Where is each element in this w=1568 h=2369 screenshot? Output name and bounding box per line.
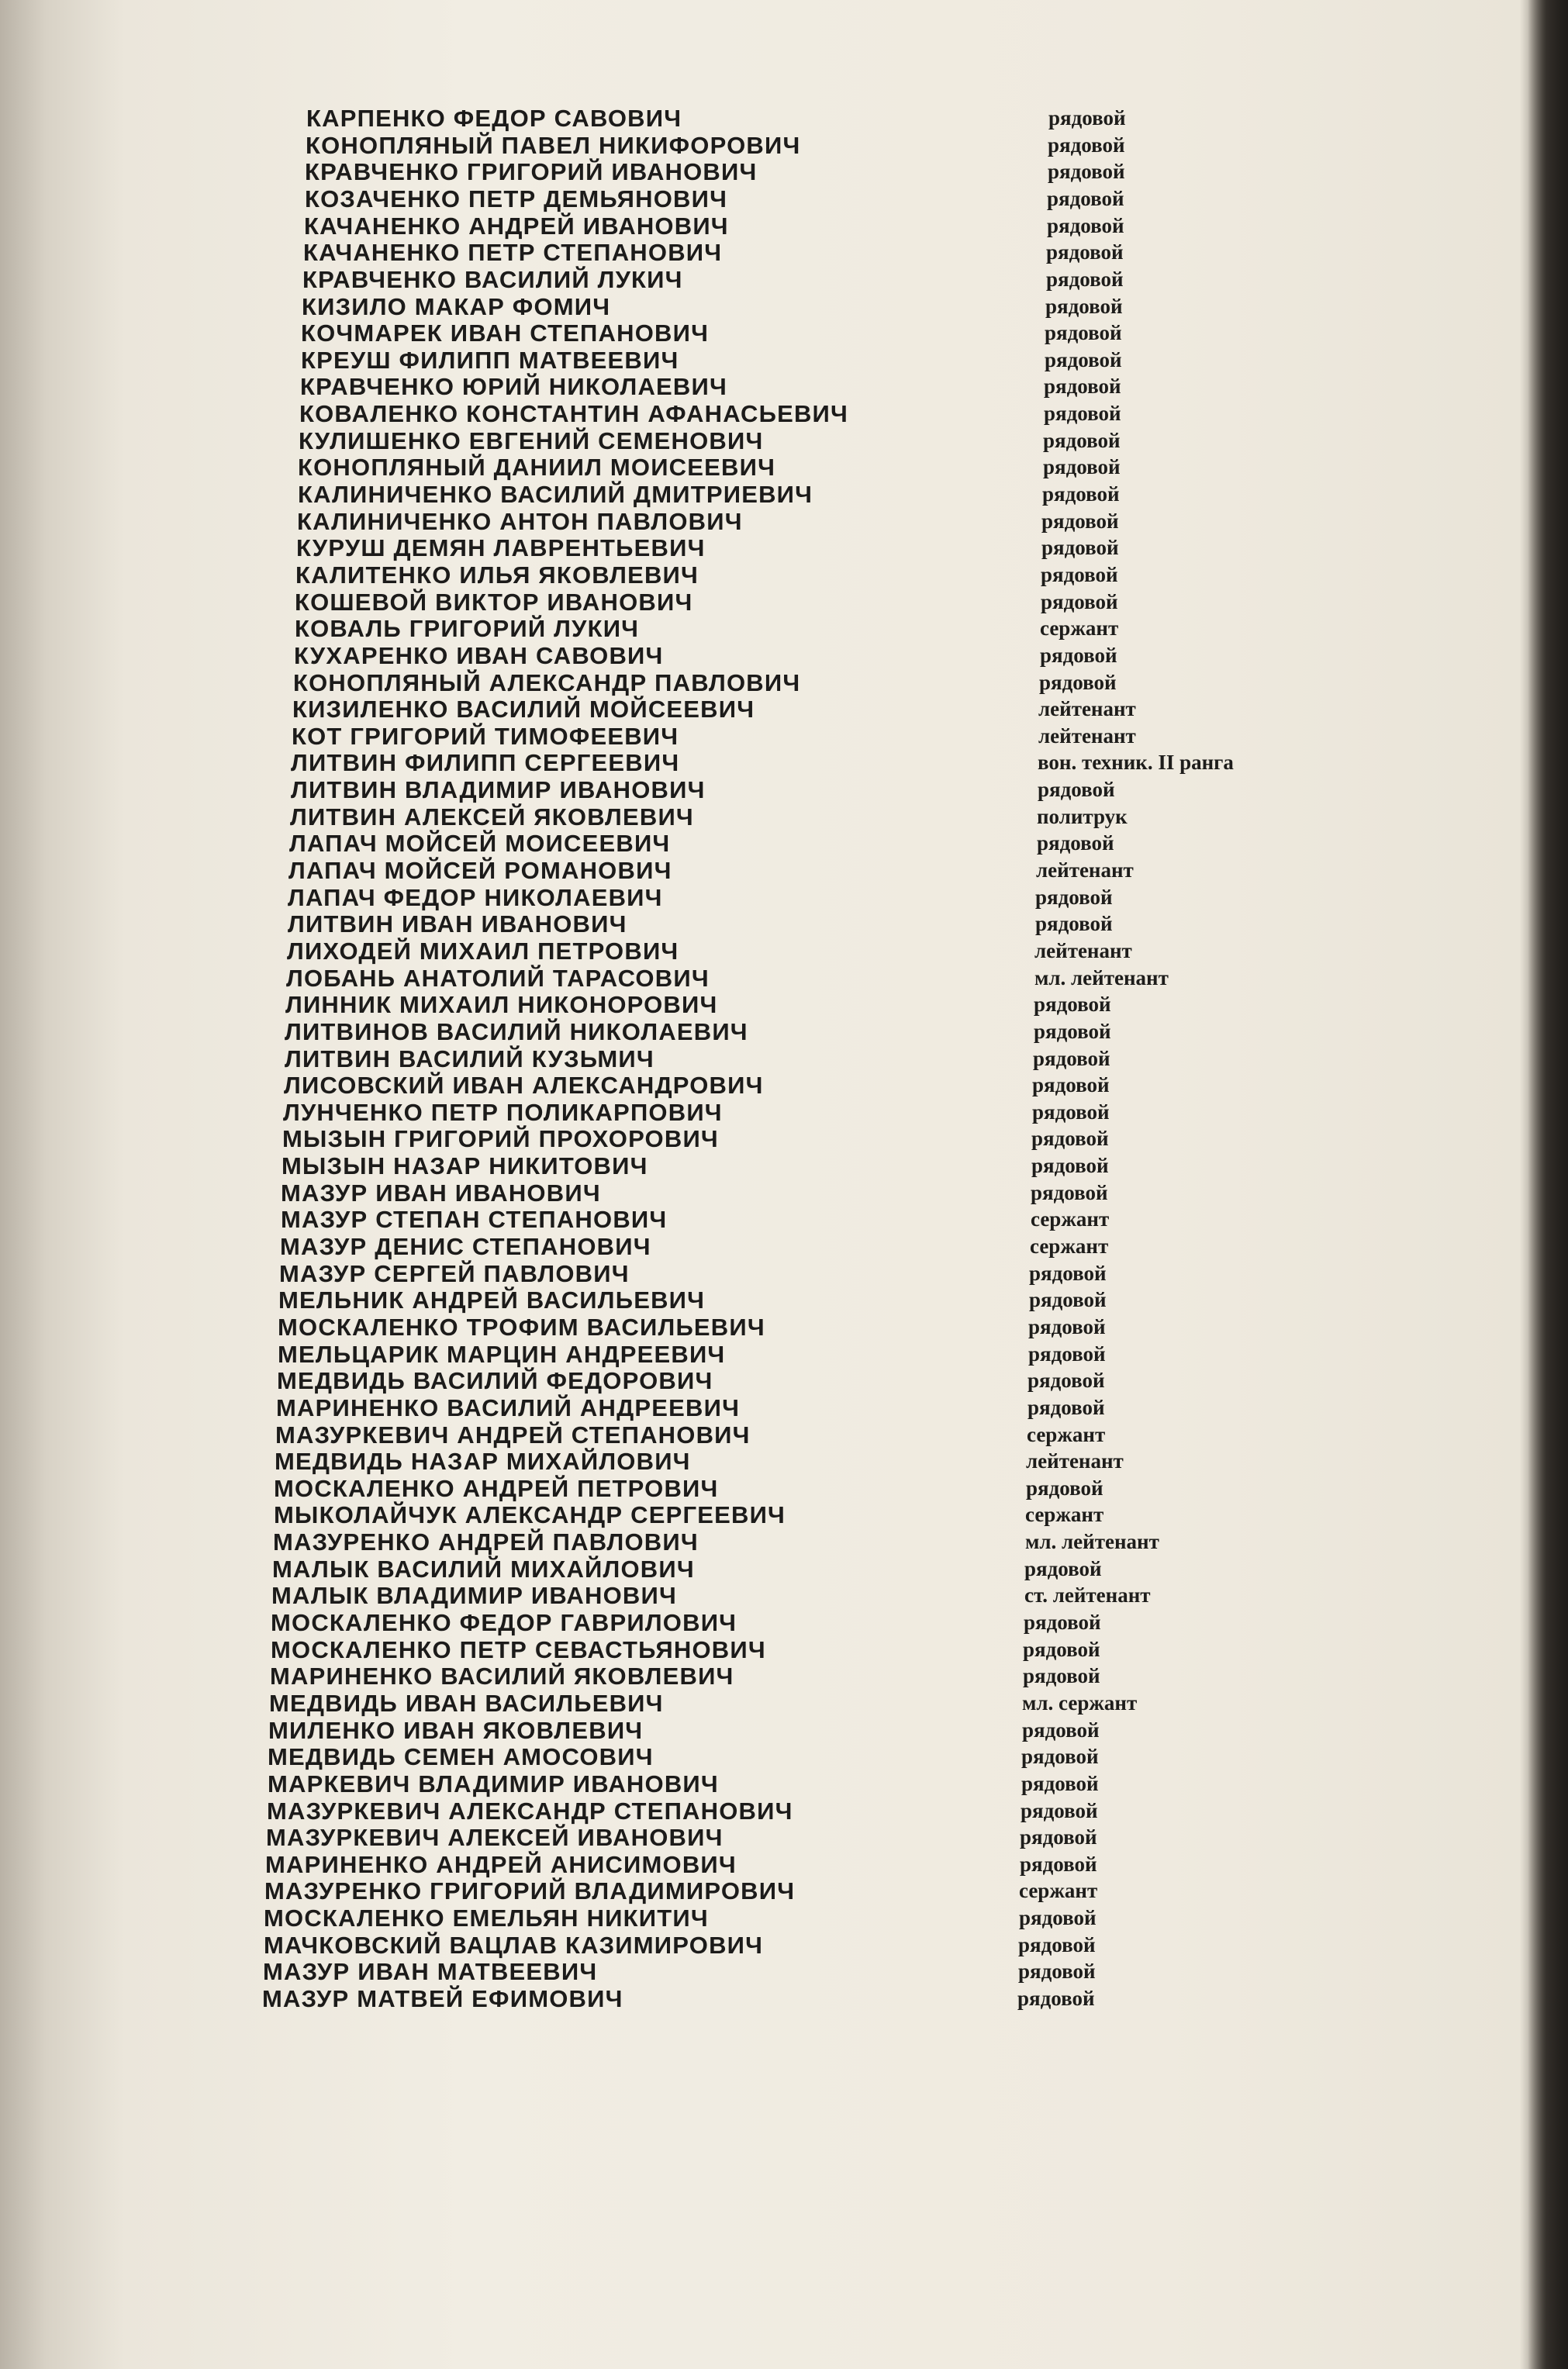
person-name: МАЗУР СЕРГЕЙ ПАВЛОВИЧ xyxy=(279,1260,630,1287)
person-name: МОСКАЛЕНКО ЕМЕЛЬЯН НИКИТИЧ xyxy=(264,1905,709,1932)
person-rank: рядовой xyxy=(1020,1853,1097,1876)
person-name: МОСКАЛЕНКО ПЕТР СЕВАСТЬЯНОВИЧ xyxy=(271,1636,766,1663)
person-name: ЛИТВИН АЛЕКСЕЙ ЯКОВЛЕВИЧ xyxy=(290,803,694,831)
person-rank: рядовой xyxy=(1048,133,1125,157)
person-rank: лейтенант xyxy=(1034,939,1132,962)
person-name: КАЛИНИЧЕНКО ВАСИЛИЙ ДМИТРИЕВИЧ xyxy=(298,481,813,508)
list-item xyxy=(0,642,1163,668)
list-item xyxy=(0,965,1169,992)
list-item xyxy=(0,1556,1163,1582)
list-item xyxy=(0,1797,1163,1824)
person-rank: рядовой xyxy=(1026,1476,1103,1500)
person-rank: рядовой xyxy=(1047,214,1124,237)
person-rank: рядовой xyxy=(1023,1664,1100,1687)
list-item xyxy=(0,1341,1163,1367)
person-rank: рядовой xyxy=(1021,1745,1099,1768)
list-item xyxy=(0,669,1163,696)
person-rank: рядовой xyxy=(1024,1611,1101,1634)
list-item xyxy=(0,1824,1163,1850)
person-rank: рядовой xyxy=(1045,321,1122,344)
list-item xyxy=(0,293,1163,319)
list-item xyxy=(0,857,1163,883)
person-name: МАЗУРКЕВИЧ АНДРЕЙ СТЕПАНОВИЧ xyxy=(275,1421,751,1449)
person-name: МИЛЕНКО ИВАН ЯКОВЛЕВИЧ xyxy=(268,1717,644,1744)
person-name: ЛОБАНЬ АНАТОЛИЙ ТАРАСОВИЧ xyxy=(286,965,710,992)
person-name: КРАВЧЕНКО ЮРИЙ НИКОЛАЕВИЧ xyxy=(300,373,727,400)
person-rank: рядовой xyxy=(1019,1906,1097,1929)
person-name: ЛИТВИН ВАСИЛИЙ КУЗЬМИЧ xyxy=(285,1045,654,1072)
person-rank: рядовой xyxy=(1022,1718,1100,1742)
person-rank: рядовой xyxy=(1044,402,1121,425)
person-name: КАЧАНЕНКО ПЕТР СТЕПАНОВИЧ xyxy=(303,239,723,266)
list-item xyxy=(0,319,1163,346)
list-item xyxy=(0,373,1163,399)
person-name: КАРПЕНКО ФЕДОР САВОВИЧ xyxy=(306,105,682,132)
list-item xyxy=(0,1286,1163,1313)
list-item xyxy=(0,910,1163,937)
person-rank: лейтенант xyxy=(1036,858,1134,882)
person-name: КАЛИТЕНКО ИЛЬЯ ЯКОВЛЕВИЧ xyxy=(295,561,699,589)
person-name: МЫЗЫН ГРИГОРИЙ ПРОХОРОВИЧ xyxy=(282,1125,719,1152)
person-name: МАЛЫК ВАСИЛИЙ МИХАЙЛОВИЧ xyxy=(272,1556,695,1583)
person-rank: рядовой xyxy=(1027,1369,1105,1392)
list-item xyxy=(0,1099,1163,1125)
person-name: МАЗУР ДЕНИС СТЕПАНОВИЧ xyxy=(280,1233,651,1260)
list-item xyxy=(0,132,1163,158)
person-rank: рядовой xyxy=(1023,1638,1100,1661)
person-rank: рядовой xyxy=(1031,1127,1109,1150)
list-item xyxy=(0,723,1163,749)
person-rank: рядовой xyxy=(1041,563,1118,586)
person-rank: рядовой xyxy=(1024,1557,1102,1580)
person-name: МАЗУР ИВАН ИВАНОВИЧ xyxy=(281,1179,601,1207)
person-rank: политрук xyxy=(1037,805,1128,828)
person-name: КИЗИЛЕНКО ВАСИЛИЙ МОЙСЕЕВИЧ xyxy=(292,696,755,723)
person-rank: рядовой xyxy=(1040,644,1117,667)
list-item xyxy=(0,991,1163,1017)
list-item xyxy=(0,1717,1163,1743)
person-name: МАЗУРЕНКО АНДРЕЙ ПАВЛОВИЧ xyxy=(273,1528,699,1556)
person-name: ЛАПАЧ МОЙСЕЙ РОМАНОВИЧ xyxy=(288,857,672,884)
list-item xyxy=(0,776,1163,803)
person-name: КОНОПЛЯНЫЙ ДАНИИЛ МОИСЕЕВИЧ xyxy=(298,454,776,481)
list-item xyxy=(0,454,1163,480)
list-item xyxy=(0,1260,1163,1286)
person-rank: рядовой xyxy=(1039,671,1117,694)
list-item xyxy=(0,427,1163,454)
person-rank: рядовой xyxy=(1048,106,1126,130)
person-name: КОВАЛЬ ГРИГОРИЙ ЛУКИЧ xyxy=(295,615,640,642)
person-name: ЛИСОВСКИЙ ИВАН АЛЕКСАНДРОВИЧ xyxy=(284,1072,764,1099)
list-item xyxy=(0,1233,1163,1259)
person-name: ЛИТВИНОВ ВАСИЛИЙ НИКОЛАЕВИЧ xyxy=(285,1018,748,1045)
person-rank: рядовой xyxy=(1033,1047,1110,1070)
person-rank: рядовой xyxy=(1038,778,1115,801)
person-name: КУРУШ ДЕМЯН ЛАВРЕНТЬЕВИЧ xyxy=(296,534,706,561)
person-rank: ст. лейтенант xyxy=(1024,1583,1151,1607)
person-name: МЕДВИДЬ ИВАН ВАСИЛЬЕВИЧ xyxy=(269,1690,664,1717)
person-rank: мл. сержант xyxy=(1022,1691,1138,1715)
person-name: КУЛИШЕНКО ЕВГЕНИЙ СЕМЕНОВИЧ xyxy=(299,427,764,454)
book-gutter xyxy=(1528,0,1568,2369)
person-rank: рядовой xyxy=(1027,1396,1105,1419)
list-item xyxy=(0,830,1163,856)
person-rank: рядовой xyxy=(1044,375,1121,398)
list-item xyxy=(0,1421,1163,1448)
person-name: МЫКОЛАЙЧУК АЛЕКСАНДР СЕРГЕЕВИЧ xyxy=(274,1501,786,1528)
person-name: МАЗУР ИВАН МАТВЕЕВИЧ xyxy=(263,1958,598,1985)
list-item xyxy=(0,1314,1163,1340)
person-rank: сержант xyxy=(1027,1423,1106,1446)
list-item xyxy=(0,1770,1163,1797)
list-item xyxy=(0,589,1163,615)
person-rank: рядовой xyxy=(1018,1960,1096,1983)
person-rank: рядовой xyxy=(1046,268,1124,291)
person-name: КИЗИЛО МАКАР ФОМИЧ xyxy=(302,293,611,320)
person-name: ЛИННИК МИХАИЛ НИКОНОРОВИЧ xyxy=(285,991,718,1018)
list-item xyxy=(0,1045,1163,1072)
person-rank: рядовой xyxy=(1047,187,1124,210)
list-item xyxy=(0,105,1163,131)
list-item xyxy=(0,481,1163,507)
list-item xyxy=(0,1877,1163,1904)
person-rank: рядовой xyxy=(1029,1288,1107,1311)
person-name: КРАВЧЕНКО ГРИГОРИЙ ИВАНОВИЧ xyxy=(305,158,758,185)
list-item xyxy=(0,1125,1163,1152)
list-item xyxy=(0,1394,1163,1421)
list-item xyxy=(0,400,1163,426)
person-name: МАЗУРКЕВИЧ АЛЕКСЕЙ ИВАНОВИЧ xyxy=(266,1824,724,1851)
person-name: МОСКАЛЕНКО ТРОФИМ ВАСИЛЬЕВИЧ xyxy=(278,1314,765,1341)
person-name: КОЗАЧЕНКО ПЕТР ДЕМЬЯНОВИЧ xyxy=(305,185,728,212)
person-name: МАЗУРЕНКО ГРИГОРИЙ ВЛАДИМИРОВИЧ xyxy=(264,1877,796,1905)
list-item xyxy=(0,884,1163,910)
list-item xyxy=(0,1367,1163,1393)
person-rank: рядовой xyxy=(1020,1825,1097,1849)
person-rank: рядовой xyxy=(1021,1799,1098,1822)
person-rank: вон. техник. II ранга xyxy=(1038,751,1234,774)
list-item xyxy=(0,803,1163,830)
person-rank: лейтенант xyxy=(1026,1449,1124,1473)
person-rank: рядовой xyxy=(1018,1933,1096,1956)
list-item xyxy=(0,1905,1163,1931)
person-rank: сержант xyxy=(1030,1235,1109,1258)
list-item xyxy=(0,1985,1163,2012)
list-item xyxy=(0,1448,1163,1474)
list-item xyxy=(0,938,1163,964)
person-name: КОНОПЛЯНЫЙ ПАВЕЛ НИКИФОРОВИЧ xyxy=(306,132,801,159)
person-name: МАРИНЕНКО АНДРЕЙ АНИСИМОВИЧ xyxy=(265,1851,737,1878)
list-item xyxy=(0,239,1163,265)
person-rank: рядовой xyxy=(1029,1262,1107,1285)
person-rank: мл. лейтенант xyxy=(1034,966,1169,989)
person-name: МЕЛЬНИК АНДРЕЙ ВАСИЛЬЕВИЧ xyxy=(278,1286,706,1314)
person-rank: сержант xyxy=(1019,1879,1098,1902)
list-item xyxy=(0,749,1234,776)
list-item xyxy=(0,266,1163,292)
person-rank: рядовой xyxy=(1021,1772,1099,1795)
person-name: МОСКАЛЕНКО ФЕДОР ГАВРИЛОВИЧ xyxy=(271,1609,737,1636)
person-name: МАРИНЕНКО ВАСИЛИЙ ЯКОВЛЕВИЧ xyxy=(270,1663,734,1690)
list-item xyxy=(0,615,1163,641)
person-rank: рядовой xyxy=(1034,993,1111,1016)
person-rank: рядовой xyxy=(1043,455,1121,478)
person-rank: рядовой xyxy=(1041,536,1119,559)
person-name: КАЛИНИЧЕНКО АНТОН ПАВЛОВИЧ xyxy=(297,508,743,535)
person-name: ЛАПАЧ ФЕДОР НИКОЛАЕВИЧ xyxy=(288,884,663,911)
list-item xyxy=(0,508,1163,534)
person-rank: рядовой xyxy=(1042,482,1120,506)
person-name: КАЧАНЕНКО АНДРЕЙ ИВАНОВИЧ xyxy=(304,212,729,240)
list-item xyxy=(0,1663,1163,1689)
person-rank: рядовой xyxy=(1032,1100,1110,1124)
person-name: МАЛЫК ВЛАДИМИР ИВАНОВИЧ xyxy=(271,1582,677,1609)
person-name: МАЗУР СТЕПАН СТЕПАНОВИЧ xyxy=(281,1206,668,1233)
person-rank: рядовой xyxy=(1046,240,1124,264)
person-rank: рядовой xyxy=(1031,1154,1109,1177)
person-rank: лейтенант xyxy=(1038,724,1136,748)
list-item xyxy=(0,1018,1163,1045)
person-rank: сержант xyxy=(1025,1503,1104,1526)
person-name: МЕДВИДЬ ВАСИЛИЙ ФЕДОРОВИЧ xyxy=(277,1367,713,1394)
person-rank: рядовой xyxy=(1031,1181,1108,1204)
list-item xyxy=(0,1528,1163,1555)
person-rank: рядовой xyxy=(1045,348,1122,371)
person-name: КОВАЛЕНКО КОНСТАНТИН АФАНАСЬЕВИЧ xyxy=(299,400,849,427)
person-name: ЛУНЧЕНКО ПЕТР ПОЛИКАРПОВИЧ xyxy=(283,1099,723,1126)
person-name: МАРИНЕНКО ВАСИЛИЙ АНДРЕЕВИЧ xyxy=(276,1394,741,1421)
list-item xyxy=(0,158,1163,185)
person-rank: рядовой xyxy=(1037,831,1114,855)
person-rank: рядовой xyxy=(1035,912,1113,935)
list-item xyxy=(0,1932,1163,1958)
person-rank: рядовой xyxy=(1032,1073,1110,1096)
list-item xyxy=(0,347,1163,373)
list-item xyxy=(0,1690,1163,1716)
person-name: МЫЗЫН НАЗАР НИКИТОВИЧ xyxy=(281,1152,648,1179)
list-item xyxy=(0,1501,1163,1528)
person-name: МАЗУР МАТВЕЙ ЕФИМОВИЧ xyxy=(262,1985,623,2012)
person-rank: рядовой xyxy=(1041,590,1118,613)
person-rank: рядовой xyxy=(1045,295,1123,318)
person-rank: лейтенант xyxy=(1038,697,1136,720)
person-name: МАЗУРКЕВИЧ АЛЕКСАНДР СТЕПАНОВИЧ xyxy=(267,1797,793,1825)
list-item xyxy=(0,1072,1163,1098)
list-item xyxy=(0,534,1163,561)
person-name: ЛАПАЧ МОЙСЕЙ МОИСЕЕВИЧ xyxy=(289,830,671,857)
list-item xyxy=(0,561,1163,588)
person-name: ЛИТВИН ФИЛИПП СЕРГЕЕВИЧ xyxy=(291,749,680,776)
person-name: МЕЛЬЦАРИК МАРЦИН АНДРЕЕВИЧ xyxy=(278,1341,726,1368)
person-rank: рядовой xyxy=(1043,429,1121,452)
list-item xyxy=(0,1958,1163,1984)
person-rank: рядовой xyxy=(1034,1020,1111,1043)
person-rank: мл. лейтенант xyxy=(1025,1530,1159,1553)
person-rank: рядовой xyxy=(1041,509,1119,533)
person-name: КОШЕВОЙ ВИКТОР ИВАНОВИЧ xyxy=(295,589,693,616)
person-name: ЛИХОДЕЙ МИХАИЛ ПЕТРОВИЧ xyxy=(287,938,679,965)
person-name: КОНОПЛЯНЫЙ АЛЕКСАНДР ПАВЛОВИЧ xyxy=(293,669,801,696)
person-name: МАРКЕВИЧ ВЛАДИМИР ИВАНОВИЧ xyxy=(268,1770,719,1797)
person-name: МЕДВИДЬ НАЗАР МИХАЙЛОВИЧ xyxy=(275,1448,691,1475)
list-item xyxy=(0,1179,1163,1206)
person-rank: сержант xyxy=(1031,1207,1110,1231)
list-item xyxy=(0,212,1163,239)
person-name: МОСКАЛЕНКО АНДРЕЙ ПЕТРОВИЧ xyxy=(274,1475,719,1502)
person-name: КУХАРЕНКО ИВАН САВОВИЧ xyxy=(294,642,664,669)
person-rank: рядовой xyxy=(1028,1315,1106,1338)
person-rank: сержант xyxy=(1040,616,1119,640)
list-item xyxy=(0,1475,1163,1501)
person-name: КОТ ГРИГОРИЙ ТИМОФЕЕВИЧ xyxy=(292,723,679,750)
person-name: КРАВЧЕНКО ВАСИЛИЙ ЛУКИЧ xyxy=(302,266,683,293)
person-name: МЕДВИДЬ СЕМЕН АМОСОВИЧ xyxy=(268,1743,654,1770)
list-item xyxy=(0,1743,1163,1770)
list-item xyxy=(0,185,1163,212)
person-rank: рядовой xyxy=(1017,1987,1095,2010)
person-name: ЛИТВИН ВЛАДИМИР ИВАНОВИЧ xyxy=(291,776,706,803)
person-rank: рядовой xyxy=(1035,886,1113,909)
person-name: МАЧКОВСКИЙ ВАЦЛАВ КАЗИМИРОВИЧ xyxy=(264,1932,764,1959)
list-item xyxy=(0,1609,1163,1635)
list-item xyxy=(0,1582,1163,1608)
list-item xyxy=(0,1152,1163,1179)
list-item xyxy=(0,1851,1163,1877)
list-item xyxy=(0,1636,1163,1663)
person-name: КОЧМАРЕК ИВАН СТЕПАНОВИЧ xyxy=(301,319,710,347)
person-name: КРЕУШ ФИЛИПП МАТВЕЕВИЧ xyxy=(301,347,679,374)
person-rank: рядовой xyxy=(1048,160,1125,183)
person-rank: рядовой xyxy=(1028,1342,1106,1366)
list-item xyxy=(0,1206,1163,1232)
list-item xyxy=(0,696,1163,722)
person-name: ЛИТВИН ИВАН ИВАНОВИЧ xyxy=(288,910,627,938)
